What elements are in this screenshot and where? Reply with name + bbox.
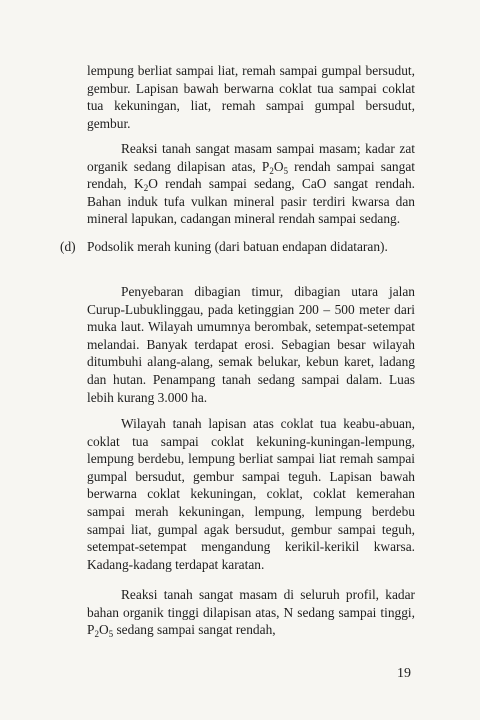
paragraph-2-text: [87, 140, 415, 228]
paragraph-1-text: lempung berliat sampai liat, remah sampai gumpal bersudut, gembur. Lapisan bawah berwarna coklat tua sampai coklat tua kekuningan, liat, remah sampai gumpal bersudut, gembur.: [87, 63, 415, 131]
paragraph-5-text: [87, 586, 415, 639]
p2-subscript-2: 2: [269, 165, 274, 176]
paragraph-4-text: Wilayah tanah lapisan atas coklat tua keabu-abuan, coklat tua sampai coklat kekuning-kuningan-lempung, lempung berdebu, lempung berliat sampai liat remah sampai gumpal bersudut, gembur sampai teguh. Lapisan bawah berwarna coklat kekuningan, coklat, coklat kemerahan sampai merah kekuningan, lempung, lempung berdebu sampai liat, gumpal agak bersudut, gembur sampai teguh, setempat-setempat mengandung kerikil-kerikil kwarsa. Kadang-kadang terdapat karatan.: [87, 416, 415, 572]
item-d-title-text: Podsolik merah kuning (dari batuan endapan didataran).: [87, 239, 388, 254]
p2-part-a: Reaksi tanah sangat masam sampai masam; kadar zat organik sedang dilapisan atas, P: [87, 141, 415, 174]
item-d-label: (d): [60, 239, 76, 254]
paragraph-3-text: Penyebaran dibagian timur, dibagian utara jalan Curup-Lubuklinggau, pada ketinggian 200 – 500 meter dari muka laut. Wilayah umumnya berombak, setempat-setempat melandai. Banyak terdapat erosi. Sebagian besar wilayah ditumbuhi alang-alang, semak belukar, kebun karet, ladang dan hutan. Penampang tanah sedang sampai dalam. Luas lebih kurang 3.000 ha.: [87, 284, 415, 405]
p5-part-o: O: [98, 622, 109, 638]
page-number: 19: [397, 666, 411, 681]
item-d-title: [87, 238, 415, 256]
paragraph-3: [87, 283, 415, 406]
p5-subscript-2: 2: [94, 629, 99, 640]
paragraph-1: [87, 62, 415, 132]
p2-part-o: O: [273, 158, 284, 174]
p2-part-e: rendah sampai sangat rendah, K: [87, 158, 415, 192]
p5-part-a: Reaksi tanah sangat masam di seluruh profil, kadar bahan organik tinggi dilapisan atas, N sedang sampai tinggi, P: [87, 587, 415, 638]
paragraph-2: [87, 140, 415, 228]
p5-part-e: sedang sampai sangat rendah,: [113, 622, 276, 638]
paragraph-4: [87, 415, 415, 573]
p2-part-g: O rendah sampai sedang, CaO sangat rendah. Bahan induk tufa vulkan mineral pasir terdiri kwarsa dan mineral lapukan, cadangan mineral rendah sampai sedang.: [87, 176, 415, 227]
paragraph-5: [87, 586, 415, 639]
p5-subscript-5: 5: [108, 629, 114, 640]
p2-subscript-k2: 2: [143, 183, 149, 194]
p2-subscript-5: 5: [283, 165, 289, 176]
